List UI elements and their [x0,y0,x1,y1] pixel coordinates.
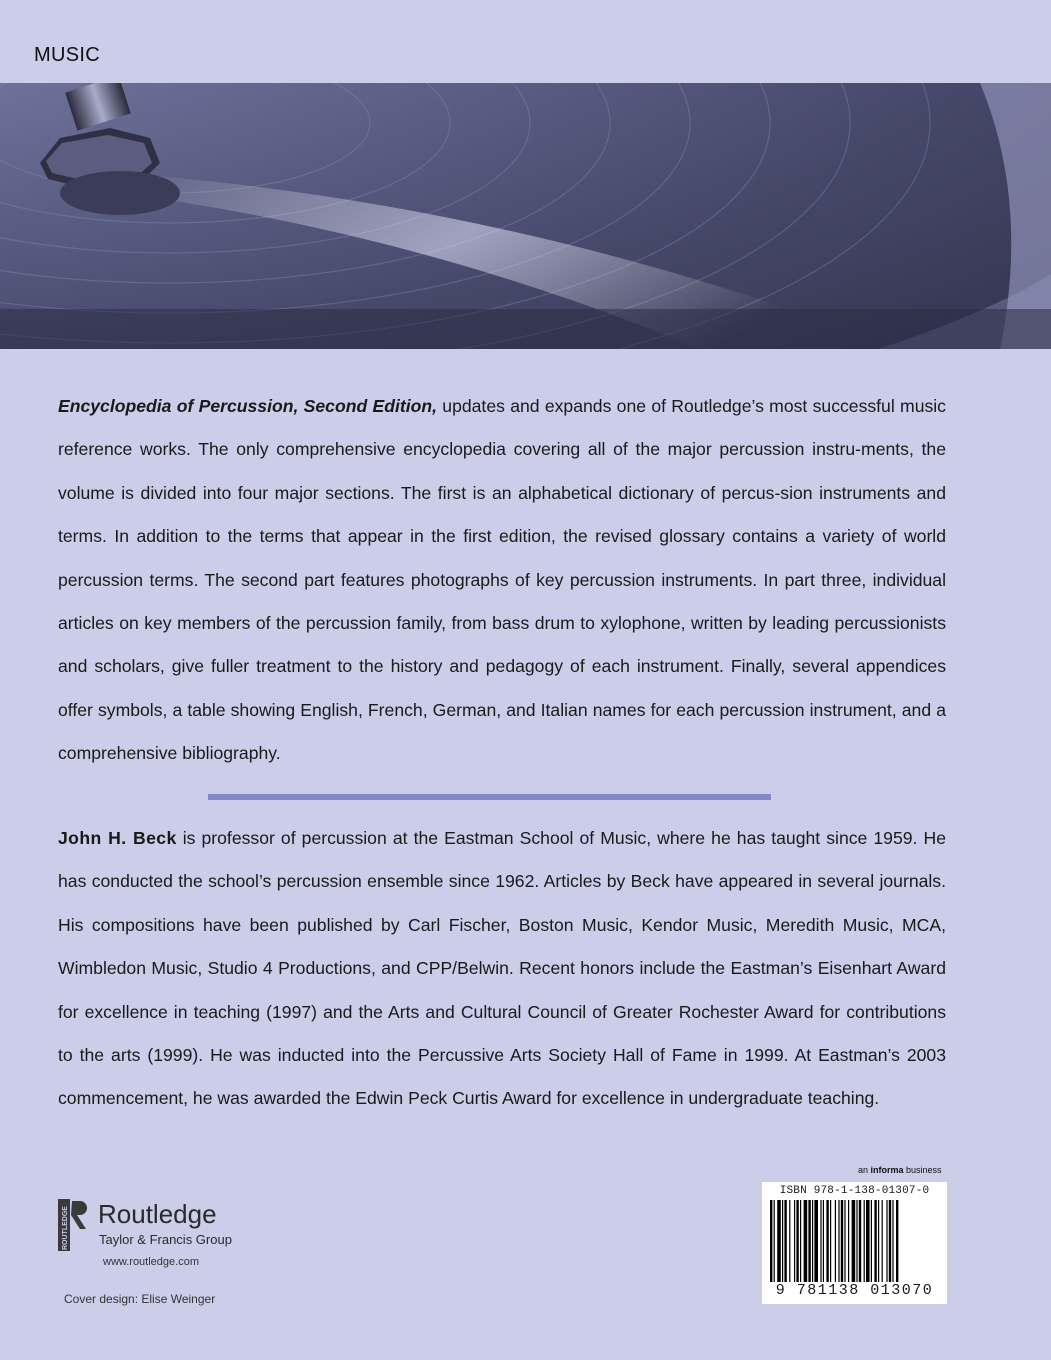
description-text: updates and expands one of Routledge’s most successful music reference works. The only comprehensive encyclopedia covering all of the major percussion instru-ments, the volume is divided into four major sections. The first is an alphabetical dictionary of percus-sion instruments and terms. In addition to the terms that appear in the first edition, the revised glossary contains a variety of world percussion terms. The second part features photographs of key percussion instruments. In part three, individual articles on key members of the percussion family, from bass drum to xylophone, written by leading percussionists and scholars, give fuller treatment to the history and pedagogy of each instrument. Finally, several appendices offer symbols, a table showing English, French, German, and Italian names for each percussion instrument, and a comprehensive bibliography. [58,396,946,764]
informa-tagline [858,1165,942,1175]
cover-credit: Cover design: Elise Weinger [64,1292,216,1306]
barcode-bar [774,1200,775,1282]
barcode-digits: 9 781138 013070 [775,1282,934,1299]
barcode-bar [856,1200,857,1282]
barcode-bar [820,1200,821,1282]
barcode-bar [841,1200,843,1282]
barcode-bar [830,1200,831,1282]
cymbal-image [0,83,1051,349]
routledge-logo-lettering: ROUTLEDGE [62,1206,69,1250]
barcode-bar [789,1200,790,1282]
barcode-bar [864,1200,865,1282]
author-bio [58,817,946,1121]
barcode-bar [796,1200,798,1282]
publisher-group: Taylor & Francis Group [99,1232,232,1247]
barcode-bar [892,1200,893,1282]
publisher-name: Routledge [98,1199,217,1229]
barcode-bar [852,1200,856,1282]
book-title: Encyclopedia of Percussion, Second Edition, [58,396,437,416]
barcode-bar [878,1200,879,1282]
bio-text: is professor of percussion at the Eastman School of Music, where he has taught since 1959. He has conducted the school’s percussion ensemble since 1962. Articles by Beck have appeared in several journals. His compositions have been published by Carl Fischer, Boston Music, Kendor Music, Meredith Music, MCA, Wimbledon Music, Studio 4 Productions, and CPP/Belwin. Recent honors include the Eastman’s Eisenhart Award for excellence in teaching (1997) and the Arts and Cultural Council of Greater Rochester Award for contributions to the arts (1999). He was inducted into the Percussive Arts Society Hall of Fame in 1999. At Eastman’s 2003 commencement, he was awarded the Edwin Peck Curtis Award for excellence in undergraduate teaching. [58,828,946,1109]
routledge-logo-mark [58,1199,88,1251]
barcode-bar [859,1200,861,1282]
barcode-bar [882,1200,883,1282]
publisher-url[interactable]: www.routledge.com [103,1256,199,1268]
author-name: John H. Beck [58,828,177,848]
barcode-bar [777,1200,781,1282]
book-description [58,385,946,776]
barcode-bar [871,1200,872,1282]
section-divider [208,794,771,800]
informa-brand: informa [870,1165,904,1175]
category-label: MUSIC [34,44,100,66]
barcode-bar [804,1200,808,1282]
barcode-bar [886,1200,887,1282]
cymbal-photo [0,83,1051,349]
barcode-bar [808,1200,810,1282]
barcode-bar [823,1200,824,1282]
barcode-bar [848,1200,849,1282]
barcode-bar [814,1200,818,1282]
informa-suffix: business [903,1165,942,1175]
barcode-bar [874,1200,876,1282]
barcode-bar [889,1200,891,1282]
barcode-bar [812,1200,813,1282]
barcode-bar [784,1200,786,1282]
barcode-bar [770,1200,772,1282]
barcode-bar [838,1200,839,1282]
barcode-bar [844,1200,845,1282]
barcode-bar [826,1200,828,1282]
barcode-bar [896,1200,898,1282]
barcode-bars [770,1200,939,1282]
barcode-bar [794,1200,795,1282]
isbn-label: ISBN 978-1-138-01307-0 [779,1185,930,1197]
informa-prefix: an [858,1165,871,1175]
barcode-bar [800,1200,801,1282]
barcode-bar [782,1200,783,1282]
isbn-barcode [762,1182,947,1304]
barcode-bar [835,1200,836,1282]
barcode-bar [866,1200,870,1282]
